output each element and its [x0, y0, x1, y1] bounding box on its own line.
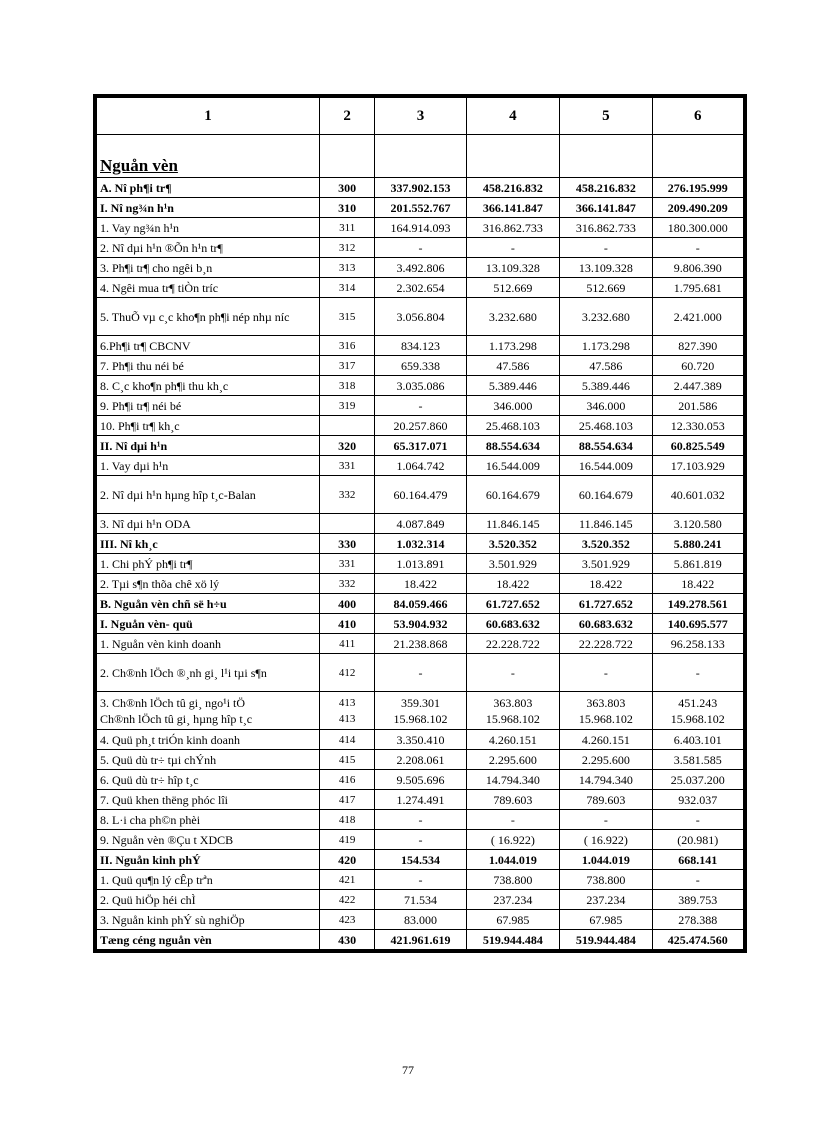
- value-col-4: 738.800: [466, 870, 559, 890]
- row-label: 6. Quü dù tr÷ hîp t¸c: [97, 770, 320, 790]
- table-row: [97, 614, 744, 634]
- value-col-4: 67.985: [466, 910, 559, 930]
- table-row: [97, 730, 744, 750]
- value-col-5: 738.800: [560, 870, 652, 890]
- value-col-3: 83.000: [375, 910, 466, 930]
- value-col-4: 61.727.652: [466, 594, 559, 614]
- row-label: I. Nguån vèn- quü: [97, 614, 320, 634]
- value-col-4: 366.141.847: [466, 198, 559, 218]
- row-label: 9. Ph¶i tr¶ néi bé: [97, 396, 320, 416]
- row-code: 419: [320, 830, 375, 850]
- row-label: 4. Ngêi mua tr¶ tiÒn tríc: [97, 278, 320, 298]
- value-col-5: 789.603: [560, 790, 652, 810]
- row-code: 416: [320, 770, 375, 790]
- row-code: 314: [320, 278, 375, 298]
- value-col-4: 60.164.679: [466, 476, 559, 514]
- value-col-6: 180.300.000: [652, 218, 743, 238]
- row-code: 414: [320, 730, 375, 750]
- value-col-3: 3.492.806: [375, 258, 466, 278]
- value-col-5: 3.232.680: [560, 298, 652, 336]
- value-col-4: 363.803 15.968.102: [466, 692, 559, 730]
- value-col-3: 9.505.696: [375, 770, 466, 790]
- value-col-3: -: [375, 654, 466, 692]
- row-code: 412: [320, 654, 375, 692]
- row-code: 313: [320, 258, 375, 278]
- row-code: 421: [320, 870, 375, 890]
- value-col-4: 3.520.352: [466, 534, 559, 554]
- value-col-4: 16.544.009: [466, 456, 559, 476]
- table-row: [97, 278, 744, 298]
- table-row: [97, 910, 744, 930]
- value-col-6: 276.195.999: [652, 178, 743, 198]
- value-col-4: 1.173.298: [466, 336, 559, 356]
- table-row: [97, 476, 744, 514]
- row-label: II. Nguån kinh phÝ: [97, 850, 320, 870]
- table-row: [97, 770, 744, 790]
- row-code: 332: [320, 476, 375, 514]
- empty-cell: [466, 135, 559, 178]
- value-col-5: 14.794.340: [560, 770, 652, 790]
- table-row: [97, 870, 744, 890]
- value-col-5: 1.173.298: [560, 336, 652, 356]
- row-label: 8. L·i cha ph©n phèi: [97, 810, 320, 830]
- value-col-4: 2.295.600: [466, 750, 559, 770]
- value-col-6: -: [652, 238, 743, 258]
- section-title: Nguån vèn: [97, 135, 320, 178]
- empty-cell: [560, 135, 652, 178]
- value-col-6: 12.330.053: [652, 416, 743, 436]
- value-col-3: 1.064.742: [375, 456, 466, 476]
- value-col-5: 60.164.679: [560, 476, 652, 514]
- value-col-6: 2.421.000: [652, 298, 743, 336]
- table-row: [97, 830, 744, 850]
- table-row: [97, 554, 744, 574]
- value-col-4: 88.554.634: [466, 436, 559, 456]
- value-col-6: 201.586: [652, 396, 743, 416]
- table-row: [97, 356, 744, 376]
- value-col-5: 4.260.151: [560, 730, 652, 750]
- row-label: 9. Nguån vèn ®Çu t XDCB: [97, 830, 320, 850]
- row-code: 300: [320, 178, 375, 198]
- value-col-4: 25.468.103: [466, 416, 559, 436]
- table-row: [97, 258, 744, 278]
- row-label: 6.Ph¶i tr¶ CBCNV: [97, 336, 320, 356]
- value-col-3: -: [375, 810, 466, 830]
- value-col-5: 2.295.600: [560, 750, 652, 770]
- row-code: 411: [320, 634, 375, 654]
- row-code: 430: [320, 930, 375, 950]
- value-col-5: 316.862.733: [560, 218, 652, 238]
- value-col-4: -: [466, 654, 559, 692]
- value-col-6: 827.390: [652, 336, 743, 356]
- table-row: [97, 298, 744, 336]
- table-row: [97, 238, 744, 258]
- value-col-6: 5.861.819: [652, 554, 743, 574]
- page-number: 77: [402, 1063, 414, 1077]
- row-code: 410: [320, 614, 375, 634]
- row-code: 330: [320, 534, 375, 554]
- value-col-4: 789.603: [466, 790, 559, 810]
- value-col-5: 61.727.652: [560, 594, 652, 614]
- value-col-5: 519.944.484: [560, 930, 652, 950]
- value-col-4: 316.862.733: [466, 218, 559, 238]
- value-col-5: -: [560, 654, 652, 692]
- value-col-3: 84.059.466: [375, 594, 466, 614]
- row-code: 320: [320, 436, 375, 456]
- value-col-6: 2.447.389: [652, 376, 743, 396]
- empty-cell: [375, 135, 466, 178]
- row-label: 2. Nî dµi h¹n ®Õn h¹n tr¶: [97, 238, 320, 258]
- value-col-3: 1.032.314: [375, 534, 466, 554]
- value-col-4: 60.683.632: [466, 614, 559, 634]
- value-col-3: 71.534: [375, 890, 466, 910]
- table-row: [97, 810, 744, 830]
- row-label: 2. Ch®nh lÖch ®¸nh gi¸ l¹i tµi s¶n: [97, 654, 320, 692]
- table-row: [97, 634, 744, 654]
- row-code: 420: [320, 850, 375, 870]
- value-col-4: 22.228.722: [466, 634, 559, 654]
- value-col-5: 512.669: [560, 278, 652, 298]
- row-label: Tæng céng nguån vèn: [97, 930, 320, 950]
- table-row: [97, 574, 744, 594]
- table-row: [97, 594, 744, 614]
- table-row: [97, 198, 744, 218]
- value-col-5: 237.234: [560, 890, 652, 910]
- value-col-5: 3.520.352: [560, 534, 652, 554]
- value-col-4: 4.260.151: [466, 730, 559, 750]
- row-label: 10. Ph¶i tr¶ kh¸c: [97, 416, 320, 436]
- value-col-4: ( 16.922): [466, 830, 559, 850]
- value-col-3: 421.961.619: [375, 930, 466, 950]
- table-row: [97, 534, 744, 554]
- value-col-4: 18.422: [466, 574, 559, 594]
- value-col-3: 21.238.868: [375, 634, 466, 654]
- value-col-4: 47.586: [466, 356, 559, 376]
- value-col-3: 3.035.086: [375, 376, 466, 396]
- value-col-3: 18.422: [375, 574, 466, 594]
- value-col-5: -: [560, 810, 652, 830]
- value-col-6: 96.258.133: [652, 634, 743, 654]
- row-code: 312: [320, 238, 375, 258]
- value-col-4: 519.944.484: [466, 930, 559, 950]
- row-label: 3. Ch®nh lÖch tû gi¸ ngo¹i tÖ Ch®nh lÖch tû gi¸ hµng hîp t¸c: [97, 692, 320, 730]
- value-col-6: 9.806.390: [652, 258, 743, 278]
- table-row: [97, 178, 744, 198]
- value-col-6: 140.695.577: [652, 614, 743, 634]
- header-row: [97, 98, 744, 135]
- value-col-6: 17.103.929: [652, 456, 743, 476]
- value-col-6: -: [652, 870, 743, 890]
- row-code: 331: [320, 554, 375, 574]
- row-label: 1. Vay ng¾n h¹n: [97, 218, 320, 238]
- value-col-4: 1.044.019: [466, 850, 559, 870]
- row-label: 1. Quü qu¶n lý cÊp trªn: [97, 870, 320, 890]
- table-row: [97, 654, 744, 692]
- value-col-6: 18.422: [652, 574, 743, 594]
- value-col-6: 425.474.560: [652, 930, 743, 950]
- row-label: 2. Tµi s¶n thõa chê xö lý: [97, 574, 320, 594]
- value-col-5: 67.985: [560, 910, 652, 930]
- value-col-3: 65.317.071: [375, 436, 466, 456]
- table-row: [97, 396, 744, 416]
- section-title-row: [97, 135, 744, 178]
- table-row: [97, 790, 744, 810]
- value-col-4: -: [466, 238, 559, 258]
- empty-cell: [320, 135, 375, 178]
- value-col-5: 3.501.929: [560, 554, 652, 574]
- table-row: [97, 436, 744, 456]
- table-row: [97, 890, 744, 910]
- value-col-5: 47.586: [560, 356, 652, 376]
- value-col-6: -: [652, 654, 743, 692]
- table-row: [97, 456, 744, 476]
- value-col-3: 20.257.860: [375, 416, 466, 436]
- row-code: 413 413: [320, 692, 375, 730]
- column-header: 3: [375, 98, 466, 135]
- table-row: [97, 376, 744, 396]
- row-label: 1. Vay dµi h¹n: [97, 456, 320, 476]
- value-col-3: -: [375, 396, 466, 416]
- value-col-6: 932.037: [652, 790, 743, 810]
- value-col-6: 3.581.585: [652, 750, 743, 770]
- value-col-4: 512.669: [466, 278, 559, 298]
- value-col-3: 1.013.891: [375, 554, 466, 574]
- row-label: B. Nguån vèn chñ së h÷u: [97, 594, 320, 614]
- row-label: 5. ThuÕ vµ c¸c kho¶n ph¶i nép nhµ níc: [97, 298, 320, 336]
- value-col-5: 88.554.634: [560, 436, 652, 456]
- table-row: [97, 850, 744, 870]
- value-col-3: 154.534: [375, 850, 466, 870]
- value-col-6: 668.141: [652, 850, 743, 870]
- row-code: 319: [320, 396, 375, 416]
- value-col-3: 3.056.804: [375, 298, 466, 336]
- value-col-5: 5.389.446: [560, 376, 652, 396]
- row-code: 417: [320, 790, 375, 810]
- value-col-6: 60.825.549: [652, 436, 743, 456]
- balance-sheet-table-frame: [94, 95, 746, 952]
- value-col-6: 278.388: [652, 910, 743, 930]
- value-col-6: 149.278.561: [652, 594, 743, 614]
- row-label: 1. Nguån vèn kinh doanh: [97, 634, 320, 654]
- value-col-5: 1.044.019: [560, 850, 652, 870]
- row-label: 7. Quü khen thëng phóc lîi: [97, 790, 320, 810]
- value-col-3: 53.904.932: [375, 614, 466, 634]
- row-label: 5. Quü dù tr÷ tµi chÝnh: [97, 750, 320, 770]
- row-label: III. Nî kh¸c: [97, 534, 320, 554]
- row-label: 1. Chi phÝ ph¶i tr¶: [97, 554, 320, 574]
- value-col-3: 164.914.093: [375, 218, 466, 238]
- row-label: 4. Quü ph¸t triÓn kinh doanh: [97, 730, 320, 750]
- value-col-4: 14.794.340: [466, 770, 559, 790]
- table-row: [97, 218, 744, 238]
- value-col-3: 337.902.153: [375, 178, 466, 198]
- table-row: [97, 750, 744, 770]
- value-col-3: 659.338: [375, 356, 466, 376]
- row-label: 7. Ph¶i thu néi bé: [97, 356, 320, 376]
- value-col-4: 5.389.446: [466, 376, 559, 396]
- row-label: II. Nî dµi h¹n: [97, 436, 320, 456]
- value-col-3: 359.301 15.968.102: [375, 692, 466, 730]
- table-row: [97, 514, 744, 534]
- balance-sheet-table: [96, 97, 744, 950]
- value-col-5: 366.141.847: [560, 198, 652, 218]
- row-code: 310: [320, 198, 375, 218]
- row-label: 3. Ph¶i tr¶ cho ngêi b¸n: [97, 258, 320, 278]
- value-col-5: 60.683.632: [560, 614, 652, 634]
- table-row: [97, 336, 744, 356]
- value-col-5: 16.544.009: [560, 456, 652, 476]
- value-col-5: 458.216.832: [560, 178, 652, 198]
- value-col-5: ( 16.922): [560, 830, 652, 850]
- column-header: 2: [320, 98, 375, 135]
- row-code: [320, 514, 375, 534]
- row-label: 2. Nî dµi h¹n hµng hîp t¸c-Balan: [97, 476, 320, 514]
- value-col-6: 3.120.580: [652, 514, 743, 534]
- column-header: 1: [97, 98, 320, 135]
- value-col-3: 1.274.491: [375, 790, 466, 810]
- value-col-5: 22.228.722: [560, 634, 652, 654]
- value-col-4: 13.109.328: [466, 258, 559, 278]
- row-code: 316: [320, 336, 375, 356]
- value-col-5: 25.468.103: [560, 416, 652, 436]
- row-code: 332: [320, 574, 375, 594]
- row-label: 8. C¸c kho¶n ph¶i thu kh¸c: [97, 376, 320, 396]
- row-code: 415: [320, 750, 375, 770]
- table-row: [97, 692, 744, 730]
- value-col-4: 3.232.680: [466, 298, 559, 336]
- value-col-3: 2.302.654: [375, 278, 466, 298]
- value-col-5: 363.803 15.968.102: [560, 692, 652, 730]
- value-col-4: 237.234: [466, 890, 559, 910]
- value-col-6: 6.403.101: [652, 730, 743, 750]
- value-col-4: 458.216.832: [466, 178, 559, 198]
- value-col-3: 834.123: [375, 336, 466, 356]
- row-code: 318: [320, 376, 375, 396]
- value-col-5: 346.000: [560, 396, 652, 416]
- value-col-4: 11.846.145: [466, 514, 559, 534]
- column-header: 4: [466, 98, 559, 135]
- value-col-3: 3.350.410: [375, 730, 466, 750]
- value-col-3: 4.087.849: [375, 514, 466, 534]
- value-col-6: 60.720: [652, 356, 743, 376]
- row-code: 311: [320, 218, 375, 238]
- column-header: 6: [652, 98, 743, 135]
- row-code: 418: [320, 810, 375, 830]
- row-code: 317: [320, 356, 375, 376]
- value-col-6: 25.037.200: [652, 770, 743, 790]
- value-col-6: 1.795.681: [652, 278, 743, 298]
- row-code: 400: [320, 594, 375, 614]
- value-col-5: 11.846.145: [560, 514, 652, 534]
- row-label: 3. Nî dµi h¹n ODA: [97, 514, 320, 534]
- column-header: 5: [560, 98, 652, 135]
- value-col-3: 201.552.767: [375, 198, 466, 218]
- value-col-6: 5.880.241: [652, 534, 743, 554]
- value-col-4: 3.501.929: [466, 554, 559, 574]
- row-label: I. Nî ng¾n h¹n: [97, 198, 320, 218]
- row-label: 3. Nguån kinh phÝ sù nghiÖp: [97, 910, 320, 930]
- row-label: A. Nî ph¶i tr¶: [97, 178, 320, 198]
- value-col-5: 18.422: [560, 574, 652, 594]
- value-col-3: 2.208.061: [375, 750, 466, 770]
- value-col-3: -: [375, 870, 466, 890]
- table-row: [97, 416, 744, 436]
- value-col-4: -: [466, 810, 559, 830]
- row-code: [320, 416, 375, 436]
- row-code: 331: [320, 456, 375, 476]
- value-col-5: 13.109.328: [560, 258, 652, 278]
- value-col-6: 209.490.209: [652, 198, 743, 218]
- value-col-6: 451.243 15.968.102: [652, 692, 743, 730]
- row-label: 2. Quü hiÖp héi chÌ: [97, 890, 320, 910]
- value-col-6: 40.601.032: [652, 476, 743, 514]
- value-col-6: 389.753: [652, 890, 743, 910]
- empty-cell: [652, 135, 743, 178]
- value-col-6: -: [652, 810, 743, 830]
- value-col-4: 346.000: [466, 396, 559, 416]
- row-code: 315: [320, 298, 375, 336]
- value-col-3: 60.164.479: [375, 476, 466, 514]
- value-col-3: -: [375, 830, 466, 850]
- value-col-3: -: [375, 238, 466, 258]
- row-code: 422: [320, 890, 375, 910]
- value-col-5: -: [560, 238, 652, 258]
- table-row: [97, 930, 744, 950]
- row-code: 423: [320, 910, 375, 930]
- value-col-6: (20.981): [652, 830, 743, 850]
